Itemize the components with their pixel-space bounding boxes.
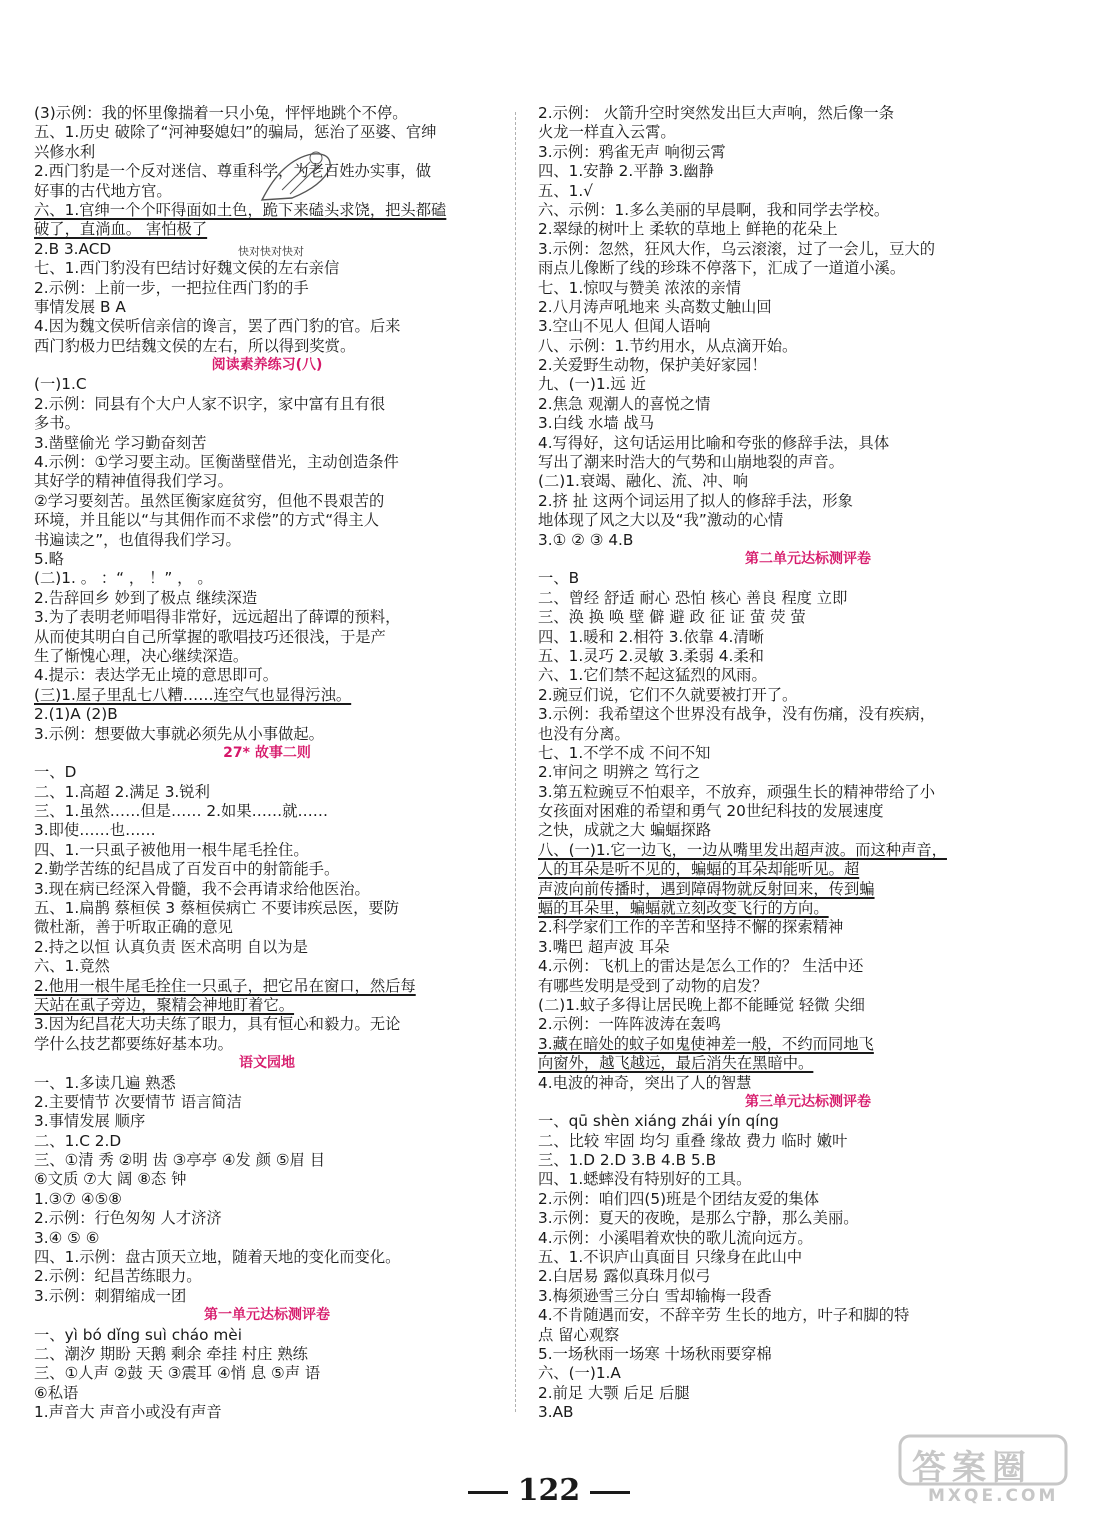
answer-line: 多书。 — [34, 414, 80, 433]
answer-line: 3.示例：刺猬缩成一团 — [34, 1286, 187, 1305]
answer-line: 3.AB — [538, 1403, 574, 1422]
answer-line: 一、B — [538, 569, 580, 588]
answer-line: 2.白居易 露似真珠月似弓 — [538, 1267, 711, 1286]
answer-line: (一)1.C — [34, 375, 87, 394]
answer-line: 五、1.√ — [538, 181, 593, 200]
answer-line: 4.示例：①学习要主动。匡衡凿壁借光，主动创造条件 — [34, 453, 399, 472]
answer-line: 3.空山不见人 但闻人语响 — [538, 317, 711, 336]
answer-line: 三、1.虽然……但是…… 2.如果……就…… — [34, 802, 329, 821]
answer-line: 四、1.安静 2.平静 3.幽静 — [538, 162, 714, 181]
sketch-doodle — [252, 140, 342, 212]
answer-line: 2.示例： 火箭升空时突然发出巨大声响，然后像一条 — [538, 104, 894, 122]
answer-line: 2.挤 扯 这两个词运用了拟人的修辞手法，形象 — [538, 491, 853, 510]
answer-line: 3.嘴巴 超声波 耳朵 — [538, 937, 670, 956]
answer-line: 地体现了风之大以及“我”激动的心情 — [538, 511, 784, 530]
answer-line: 也没有分离。 — [538, 724, 630, 743]
answer-line: 五、1.灵巧 2.灵敏 3.柔弱 4.柔和 — [538, 646, 764, 665]
answer-line: 3.示例：夏天的夜晚，是那么宁静，那么美丽。 — [538, 1209, 859, 1228]
answer-line: 2.告辞回乡 妙到了极点 继续深造 — [34, 588, 258, 607]
answer-line: 三、①清 秀 ②明 齿 ③亭亭 ④发 颜 ⑤眉 目 — [34, 1151, 326, 1170]
answer-line: 3.为了表明老师唱得非常好，远远超出了薛谭的预料， — [34, 608, 401, 627]
answer-line: 四、1.示例：盘古顶天立地，随着天地的变化而变化。 — [34, 1248, 401, 1267]
section-heading: 27* 故事二则 — [223, 744, 311, 761]
answer-line: (二)1.蚊子多得让居民晚上都不能睡觉 轻微 尖细 — [538, 995, 865, 1014]
answer-line: 六、1.它们禁不起这猛烈的风雨。 — [538, 666, 767, 685]
answer-line: 3.凿壁偷光 学习勤奋刻苦 — [34, 433, 207, 452]
answer-line: 好事的古代地方官。 — [34, 181, 172, 200]
answer-line: 2.持之以恒 认真负责 医术高明 自以为是 — [34, 937, 308, 956]
section-heading: 语文园地 — [239, 1055, 295, 1072]
answer-line: 3.示例：忽然，狂风大作，乌云滚滚，过了一会儿，豆大的 — [538, 239, 936, 258]
answer-line: 二、1.高超 2.满足 3.锐利 — [34, 782, 210, 801]
answer-line: 四、1.一只虱子被他用一根牛尾毛拴住。 — [34, 840, 309, 859]
answer-line: 3.① ② ③ 4.B — [538, 530, 634, 549]
answer-line: 4.示例：小溪唱着欢快的歌儿流向远方。 — [538, 1228, 813, 1247]
answer-line: 4.提示：表达学无止境的意思即可。 — [34, 666, 279, 685]
answer-line: 2.(1)A (2)B — [34, 705, 118, 724]
answer-line: 三、1.D 2.D 3.B 4.B 5.B — [538, 1151, 717, 1170]
answer-line: 从而使其明白自己所掌握的歌唱技巧还很浅，于是产 — [34, 627, 386, 646]
answer-line: 3.因为纪昌花大功夫练了眼力，具有恒心和毅力。无论 — [34, 1015, 401, 1034]
section-heading: 第一单元达标测评卷 — [204, 1307, 330, 1324]
answer-line: 向窗外，越飞越远，最后消失在黑暗中。 — [538, 1054, 814, 1073]
answer-line: 四、1.蟋蟀没有特别好的工具。 — [538, 1170, 752, 1189]
answer-line: 3.事情发展 顺序 — [34, 1112, 146, 1131]
answer-line: 二、曾经 舒适 耐心 恐怕 核心 善良 程度 立即 — [538, 588, 848, 607]
answer-line: 兴修水利 — [34, 142, 96, 161]
answer-line: 四、1.暖和 2.相符 3.依靠 4.清晰 — [538, 627, 764, 646]
answer-line: 3.第五粒豌豆不怕艰辛，不放弃，顽强生长的精神带给了小 — [538, 782, 936, 801]
answer-line: 六、1.竟然 — [34, 957, 110, 976]
answer-line: 5.略 — [34, 549, 64, 568]
answer-line: 2.翠绿的树叶上 柔软的草地上 鲜艳的花朵上 — [538, 220, 838, 239]
answer-line: 六、示例：1.多么美丽的早晨啊，我和同学去学校。 — [538, 200, 890, 219]
answer-line: 写出了潮来时浩大的气势和山崩地裂的声音。 — [538, 453, 844, 472]
answer-line: (3)示例：我的怀里像揣着一只小兔，怦怦地跳个不停。 — [34, 104, 408, 122]
answer-line: 六、1.官绅一个个吓得面如土色，跪下来磕头求饶，把头都磕 — [34, 200, 447, 219]
answer-line: 九、(一)1.远 近 — [538, 375, 646, 394]
answer-line: 六、(一)1.A — [538, 1364, 621, 1383]
answer-line: 七、1.西门豹没有巴结讨好魏文侯的左右亲信 — [34, 259, 340, 278]
watermark-stamp — [898, 1434, 1068, 1508]
answer-line: 五、1.扁鹊 蔡桓侯 3 蔡桓侯病亡 不要讳疾忌医，要防 — [34, 899, 400, 918]
page-number: 122 — [0, 1474, 1098, 1508]
sketch-caption: 快对快对快对 — [238, 245, 304, 258]
answer-line: 2.科学家们工作的辛苦和坚持不懈的探索精神 — [538, 918, 844, 937]
answer-line: 三、①人声 ②鼓 天 ③震耳 ④悄 息 ⑤声 语 — [34, 1364, 321, 1383]
answer-line: 五、1.不识庐山真面目 只缘身在此山中 — [538, 1248, 803, 1267]
answer-line: 有哪些发明是受到了动物的启发？ — [538, 976, 768, 995]
answer-line: ⑥私语 — [34, 1383, 79, 1402]
answer-line: 二、潮汐 期盼 天鹅 剩余 牵挂 村庄 熟练 — [34, 1345, 308, 1363]
answer-line: 2.前足 大颚 后足 后腿 — [538, 1383, 690, 1402]
answer-line: 火龙一样直入云霄。 — [538, 123, 676, 142]
answer-line: 八、(一)1.它一边飞，一边从嘴里发出超声波。而这种声音， — [538, 840, 947, 859]
answer-line: 一、D — [34, 763, 77, 782]
section-heading: 阅读素养练习(八) — [211, 357, 323, 374]
answer-line: 破了，直淌血。 害怕极了 — [34, 220, 208, 239]
answer-line: 2.西门豹是一个反对迷信、尊重科学，为老百姓办实事，做 — [34, 162, 432, 181]
answer-line: 其好学的精神值得我们学习。 — [34, 472, 233, 491]
answer-line: 2.勤学苦练的纪昌成了百发百中的射箭能手。 — [34, 860, 340, 879]
answer-line: 书遍读之”，也值得我们学习。 — [34, 530, 241, 549]
answer-line: 2.主要情节 次要情节 语言简洁 — [34, 1092, 242, 1111]
stamp-main-text: 答案圈 — [912, 1448, 1032, 1488]
answer-line: 七、1.惊叹与赞美 浓浓的亲情 — [538, 278, 742, 297]
section-heading: 第三单元达标测评卷 — [745, 1093, 871, 1110]
answer-line: 5.一场秋雨一场寒 十场秋雨要穿棉 — [538, 1345, 772, 1363]
answer-line: 点 留心观察 — [538, 1325, 620, 1344]
answer-line: 微杜渐，善于听取正确的意见 — [34, 918, 233, 937]
answer-line: 3.示例：鸦雀无声 响彻云霄 — [538, 142, 726, 161]
answer-line: 西门豹极力巴结魏文侯的左右，所以得到奖赏。 — [34, 336, 356, 355]
answer-line: 事情发展 B A — [34, 297, 126, 316]
left-column — [34, 104, 500, 1423]
answer-line: 生了惭愧心理，决心继续深造。 — [34, 646, 249, 665]
answer-line: 3.藏在暗处的蚊子如鬼使神差一般，不约而同地飞 — [538, 1034, 874, 1053]
answer-line: 1.声音大 声音小或没有声音 — [34, 1403, 222, 1422]
answer-line: 3.④ ⑤ ⑥ — [34, 1228, 100, 1247]
answer-line: 2.示例：上前一步，一把拉住西门豹的手 — [34, 278, 309, 297]
answer-line: 1.③⑦ ④⑤⑧ — [34, 1189, 123, 1208]
section-heading: 第二单元达标测评卷 — [745, 550, 871, 567]
answer-line: 2.焦急 观潮人的喜悦之情 — [538, 394, 711, 413]
answer-line: 学什么技艺都要练好基本功。 — [34, 1034, 233, 1053]
answer-line: 一、yì bó dǐng suì cháo mèi — [34, 1325, 242, 1344]
answer-line: 五、1.历史 破除了“河神娶媳妇”的骗局，惩治了巫婆、官绅 — [34, 123, 437, 142]
answer-line: (二)1. 。 ：“ ， ！” ， 。 — [34, 569, 213, 588]
answer-line: 2.示例：咱们四(5)班是个团结友爱的集体 — [538, 1189, 820, 1208]
answer-line: 蝠的耳朵里，蝙蝠就立刻改变飞行的方向。 — [538, 899, 829, 918]
answer-line: 2.八月涛声吼地来 头高数丈触山回 — [538, 297, 772, 316]
answer-line: 3.示例：想要做大事就必须先从小事做起。 — [34, 724, 324, 743]
answer-line: 三、涣 换 唤 壁 僻 避 政 征 证 萤 荧 萤 — [538, 608, 806, 627]
answer-line: 之快，成就之大 蝙蝠探路 — [538, 821, 712, 840]
answer-line: 4.电波的神奇，突出了人的智慧 — [538, 1073, 752, 1092]
answer-line: 二、1.C 2.D — [34, 1131, 122, 1150]
answer-line: 雨点儿像断了线的珍珠不停落下，汇成了一道道小溪。 — [538, 259, 906, 278]
answer-line: 八、示例：1.节约用水，从点滴开始。 — [538, 336, 798, 355]
answer-line: (二)1.衰竭、融化、流、冲、响 — [538, 472, 749, 491]
answer-line: 3.示例：我希望这个世界没有战争，没有伤痛，没有疾病， — [538, 705, 936, 724]
answer-line: 4.示例：飞机上的雷达是怎么工作的？ 生活中还 — [538, 957, 864, 976]
answer-line: ②学习要刻苦。虽然匡衡家庭贫穷，但他不畏艰苦的 — [34, 491, 385, 510]
answer-line: 2.审问之 明辨之 笃行之 — [538, 763, 700, 782]
answer-line: 3.现在病已经深入骨髓，我不会再请求给他医治。 — [34, 879, 370, 898]
answer-line: 2.他用一根牛尾毛拴住一只虱子，把它吊在窗口，然后每 — [34, 976, 416, 995]
answer-line: 七、1.不学不成 不问不知 — [538, 743, 711, 762]
answer-line: 2.示例：纪昌苦练眼力。 — [34, 1267, 202, 1286]
answer-line: ⑥文质 ⑦大 阔 ⑧态 钟 — [34, 1170, 187, 1189]
answer-line: 2.示例：一阵阵波涛在轰鸣 — [538, 1015, 721, 1034]
answer-line: 2.示例：行色匆匆 人才济济 — [34, 1209, 222, 1228]
answer-line: 人的耳朵是听不见的，蝙蝠的耳朵却能听见。超 — [538, 860, 860, 879]
answer-line: 3.白线 水墙 战马 — [538, 414, 655, 433]
answer-line: 4.写得好，这句话运用比喻和夸张的修辞手法，具体 — [538, 433, 890, 452]
column-divider — [515, 112, 516, 1412]
stamp-sub-text: MXQE.COM — [928, 1486, 1059, 1506]
answer-line: 天站在虱子旁边，聚精会神地盯着它。 — [34, 995, 295, 1014]
answer-line: 3.即使……也…… — [34, 821, 156, 840]
answer-line: 4.不肯随遇而安，不辞辛劳 生长的地方，叶子和脚的特 — [538, 1306, 910, 1325]
answer-line: 女孩面对困难的希望和勇气 20世纪科技的发展速度 — [538, 802, 884, 821]
right-column — [538, 104, 1078, 1423]
answer-line: 一、1.多读几遍 熟悉 — [34, 1073, 176, 1092]
answer-line: 声波向前传播时，遇到障碍物就反射回来，传到蝙 — [538, 879, 875, 898]
answer-line: 2.B 3.ACD — [34, 239, 112, 258]
answer-line: 环境，并且能以“与其佣作而不求偿”的方式“得主人 — [34, 511, 380, 530]
answer-line: 一、qū shèn xiáng zhái yín qíng — [538, 1112, 779, 1131]
answer-line: 2.豌豆们说，它们不久就要被打开了。 — [538, 685, 798, 704]
answer-line: 3.梅须逊雪三分白 雪却输梅一段香 — [538, 1286, 772, 1305]
answer-line: 2.关爱野生动物，保护美好家园！ — [538, 356, 767, 375]
answer-line: (三)1.屋子里乱七八糟……连空气也显得污浊。 — [34, 685, 352, 704]
answer-line: 4.因为魏文侯听信亲信的谗言，罢了西门豹的官。后来 — [34, 317, 401, 336]
answer-line: 2.示例：同县有个大户人家不识字，家中富有且有很 — [34, 394, 386, 413]
answer-line: 二、比较 牢固 均匀 重叠 缘故 费力 临时 嫩叶 — [538, 1131, 848, 1150]
